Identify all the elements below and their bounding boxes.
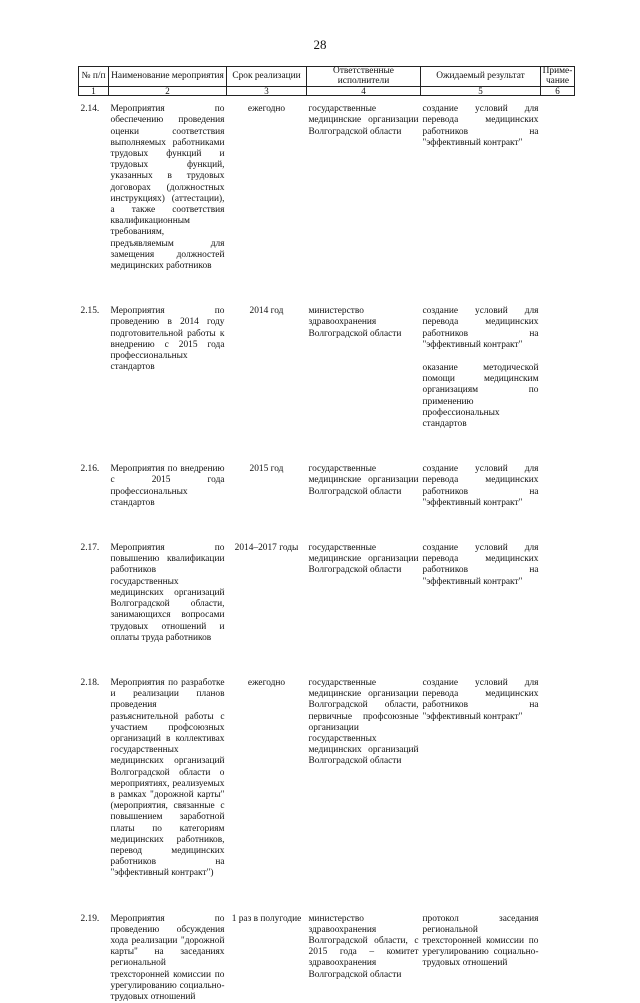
note-cell	[541, 96, 575, 273]
expected-result	[421, 644, 541, 880]
note-cell	[541, 430, 575, 509]
expected-result	[421, 96, 541, 273]
activity-name: Мероприятия по повышению квалификации работников государственных медицинских организаций Волгоградской области, занимающихся вопросами трудовых отношений и оплаты труда работников	[110, 543, 225, 643]
column-number: 1	[79, 87, 109, 96]
table-row	[79, 272, 575, 430]
implementation-period: 1 раз в полугодие	[231, 913, 302, 924]
header-note: Приме-чание	[541, 67, 575, 87]
header-executors: Ответственные исполнители	[307, 67, 421, 87]
header-expected-result: Ожидаемый результат	[421, 67, 541, 87]
column-number: 6	[541, 87, 575, 96]
table-row	[79, 880, 575, 1003]
measures-table	[78, 66, 575, 1003]
expected-result	[421, 509, 541, 644]
implementation-period: ежегодно	[247, 677, 286, 688]
row-number: 2.19.	[80, 913, 100, 924]
implementation-period: 2014–2017 годы	[234, 543, 299, 554]
expected-result	[421, 430, 541, 509]
implementation-period: 2014 год	[249, 306, 284, 317]
expected-result-text: создание условий для перевода медицинских работников на "эффективный контракт"	[422, 104, 539, 148]
implementation-period: 2015 год	[249, 464, 284, 475]
expected-result-text: создание условий для перевода медицинских работников на "эффективный контракт"	[422, 677, 539, 722]
activity-name: Мероприятия по проведению в 2014 году подготовительной работы к внедрению с 2015 года профессиональных стандартов	[110, 306, 225, 373]
expected-result-text: оказание методической помощи медицинским организациям по применению профессиональных стандартов	[422, 363, 539, 430]
column-number: 2	[109, 87, 227, 96]
responsible-executors: государственные медицинские организации Волгоградской области, первичные профсоюзные организации государственных медицинских организаций Волгоградской области	[308, 677, 419, 767]
implementation-period: ежегодно	[247, 104, 286, 115]
activity-name: Мероприятия по обеспечению проведения оценки соответствия выполняемых работниками трудовых функций и трудовых функций, указанных в трудовых договорах (должностных инструкциях) (аттестации), а также соответствия квалификационным требованиям, предъявляемым для замещения должностей медицинских работников	[110, 104, 225, 272]
row-number: 2.17.	[80, 543, 100, 554]
expected-result	[421, 272, 541, 430]
responsible-executors: государственные медицинские организации Волгоградской области	[308, 543, 419, 576]
note-cell	[541, 880, 575, 1003]
activity-name: Мероприятия по разработке и реализации планов проведения разъяснительной работы с участием профсоюзных организаций в коллективах государственных медицинских организаций Волгоградской области о мероприятиях, реализуемых в рамках "дорожной карты" (мероприятия, связанные с повышением заработной платы по категориям медицинских работников, перевод медицинских работников на "эффективный контракт")	[110, 677, 225, 879]
row-number: 2.15.	[80, 306, 100, 317]
header-activity-name: Наименование мероприятия	[109, 67, 227, 87]
expected-result-text: создание условий для перевода медицинских работников на "эффективный контракт"	[422, 464, 539, 508]
row-number: 2.18.	[80, 677, 100, 688]
table-row	[79, 644, 575, 880]
expected-result-text: протокол заседания региональной трехсторонней комиссии по урегулированию социально-трудовых отношений	[422, 913, 539, 969]
page-number: 28	[313, 37, 327, 52]
expected-result-text: создание условий для перевода медицинских работников на "эффективный контракт"	[422, 306, 539, 350]
responsible-executors: министерство здравоохранения Волгоградской области, с 2015 года – комитет здравоохранения Волгоградской области	[308, 913, 419, 980]
expected-result	[421, 880, 541, 1003]
activity-name: Мероприятия по внедрению с 2015 года профессиональных стандартов	[110, 464, 225, 508]
table-row	[79, 509, 575, 644]
note-cell	[541, 509, 575, 644]
row-number: 2.14.	[80, 104, 100, 115]
note-cell	[541, 272, 575, 430]
row-number: 2.16.	[80, 464, 100, 475]
table-row	[79, 430, 575, 509]
note-cell	[541, 644, 575, 880]
header-number: № п/п	[79, 67, 109, 87]
header-period: Срок реализации	[227, 67, 307, 87]
table-header-row	[79, 67, 575, 87]
table-body	[79, 96, 575, 1003]
responsible-executors: государственные медицинские организации Волгоградской области	[308, 104, 419, 137]
table-row	[79, 96, 575, 273]
column-number-row	[79, 87, 575, 96]
column-number: 4	[307, 87, 421, 96]
responsible-executors: министерство здравоохранения Волгоградской области	[308, 306, 402, 339]
column-number: 3	[227, 87, 307, 96]
responsible-executors: государственные медицинские организации Волгоградской области	[308, 464, 419, 497]
activity-name: Мероприятия по проведению обсуждения хода реализации "дорожной карты" на заседаниях региональной трехсторонней комиссии по урегулированию социально-трудовых отношений	[110, 913, 225, 1002]
column-number: 5	[421, 87, 541, 96]
expected-result-text: создание условий для перевода медицинских работников на "эффективный контракт"	[422, 543, 539, 587]
